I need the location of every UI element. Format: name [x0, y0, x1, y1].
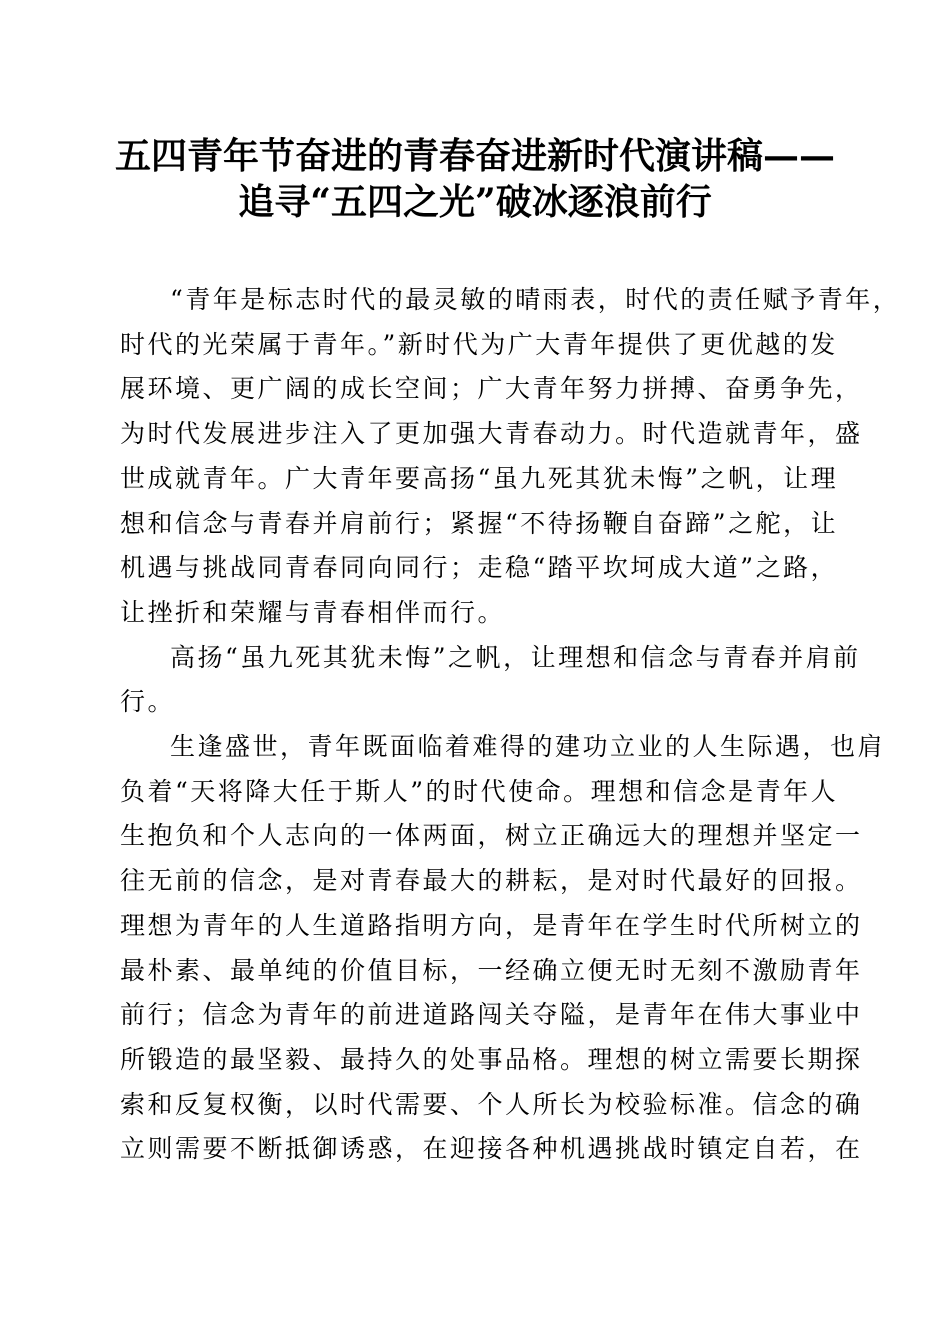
title-line-2: 追寻“五四之光”破冰逐浪前行	[238, 181, 712, 223]
paragraph-line: 所锻造的最坚毅、最持久的处事品格。理想的树立需要长期探	[120, 1044, 863, 1074]
document-body	[120, 278, 901, 1172]
paragraph-1	[120, 278, 901, 636]
paragraph-3	[120, 725, 886, 1172]
paragraph-line: 行。	[120, 687, 176, 717]
paragraph-line: 高扬“虽九死其犹未悔”之帆，让理想和信念与青春并肩前	[170, 642, 861, 672]
paragraph-line: 生逢盛世，青年既面临着难得的建功立业的人生际遇，也肩	[170, 732, 886, 762]
paragraph-line: 展环境、更广阔的成长空间；广大青年努力拼搏、奋勇争先，	[120, 374, 863, 404]
paragraph-line: 为时代发展进步注入了更加强大青春动力。时代造就青年，盛	[120, 419, 863, 449]
title-line-1: 五四青年节奋进的青春奋进新时代演讲稿——	[114, 135, 835, 177]
paragraph-line: 生抱负和个人志向的一体两面，树立正确远大的理想并坚定一	[120, 821, 863, 851]
paragraph-line: 让挫折和荣耀与青春相伴而行。	[120, 597, 506, 627]
paragraph-line: 索和反复权衡，以时代需要、个人所长为校验标准。信念的确	[120, 1089, 863, 1119]
document-title	[100, 133, 850, 225]
paragraph-line: 前行；信念为青年的前进道路闯关夺隘，是青年在伟大事业中	[120, 1000, 863, 1030]
paragraph-2	[120, 636, 861, 725]
paragraph-line: 时代的光荣属于青年。”新时代为广大青年提供了更优越的发	[120, 329, 838, 359]
paragraph-line: 理想为青年的人生道路指明方向，是青年在学生时代所树立的	[120, 910, 863, 940]
paragraph-line: 负着“天将降大任于斯人”的时代使命。理想和信念是青年人	[120, 776, 839, 806]
paragraph-line: 机遇与挑战同青春同向同行；走稳“踏平坎坷成大道”之路，	[120, 553, 839, 583]
paragraph-line: 世成就青年。广大青年要高扬“虽九死其犹未悔”之帆，让理	[120, 463, 839, 493]
paragraph-line: “青年是标志时代的最灵敏的晴雨表，时代的责任赋予青年，	[170, 285, 901, 314]
paragraph-line: 最朴素、最单纯的价值目标，一经确立便无时无刻不激励青年	[120, 955, 863, 985]
paragraph-line: 往无前的信念，是对青春最大的耕耘，是对时代最好的回报。	[120, 866, 863, 896]
paragraph-line: 想和信念与青春并肩前行；紧握“不待扬鞭自奋蹄”之舵，让	[120, 508, 839, 538]
paragraph-line: 立则需要不断抵御诱惑，在迎接各种机遇挑战时镇定自若，在	[120, 1134, 863, 1164]
